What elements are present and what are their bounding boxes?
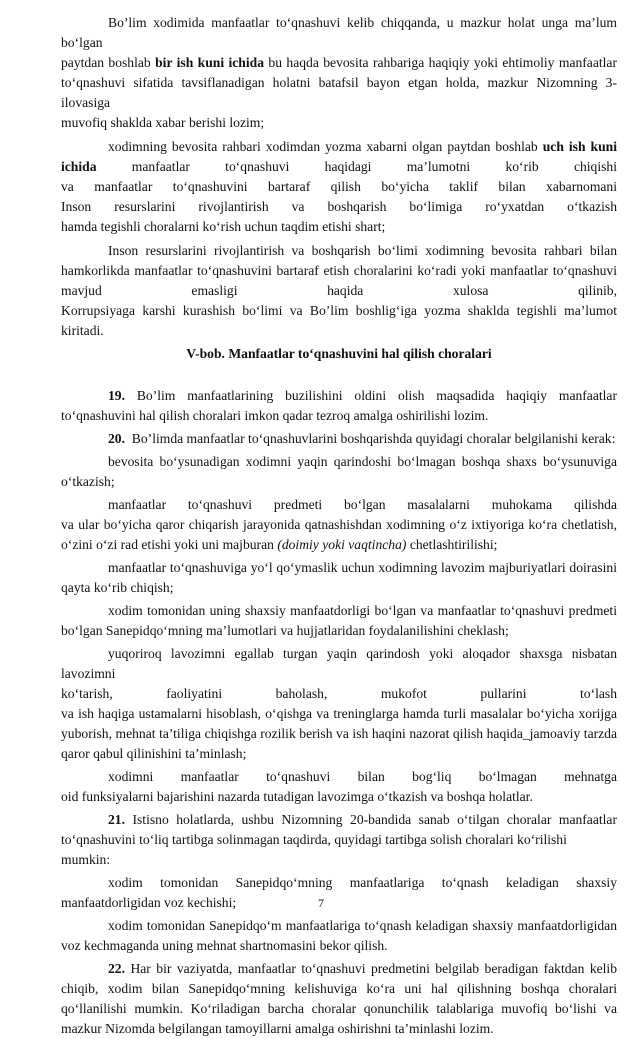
text-line: oid funksiyalarni bajarishini nazarda tutadigan lavozimga o‘tkazish va boshqa holatlar. xyxy=(61,789,533,804)
text-line: bo‘lgan Sanepidqo‘mning ma’lumotlari va hujjatlaridan foydalanilishini cheklash; xyxy=(61,623,509,638)
measure-terminate-contract xyxy=(61,916,617,956)
clause-number: 22. xyxy=(108,961,125,976)
text-line xyxy=(61,137,617,157)
text-run: manfaatlar to‘qnashuvi haqidagi ma’lumotni ko‘rib chiqishi xyxy=(96,159,617,174)
text-line: chiqib, xodim bilan Sanepidqo‘mning kelishuviga ko‘ra uni hal qilishning boshqa choralari xyxy=(61,981,617,996)
text-line xyxy=(61,53,617,73)
text-line: xodimni manfaatlar to‘qnashuvi bilan bog‘liq bo‘lmagan mehnatga xyxy=(108,769,617,784)
measure-transfer-position xyxy=(61,767,617,807)
emphasis-deadline: ichida xyxy=(61,159,97,174)
measure-reassign-subordinate xyxy=(61,452,617,492)
text-line: mazkur Nizomda belgilangan tamoyillarni amalga oshirishni ta’minlashi lozim. xyxy=(61,1021,494,1036)
text-line: ko‘tarish, faoliyatini baholash, mukofot pullarini to‘lash xyxy=(61,686,617,701)
text-line: muvofiq shaklda xabar berishi lozim; xyxy=(61,115,265,130)
text-run: bu haqda bevosita rahbariga haqiqiy yoki ehtimoliy manfaatlar xyxy=(264,55,617,70)
text-line: yuqoriroq lavozimni egallab turgan yaqin qarindosh yoki aloqador shaxsga nisbatan lavozimni xyxy=(61,646,617,681)
text-line: kiritadi. xyxy=(61,323,104,338)
text-line: Bo’lim xodimida manfaatlar to‘qnashuvi kelib chiqqanda, u mazkur holat unga ma’lum bo‘lgan xyxy=(61,15,617,50)
text-run: Bo’limda manfaatlar to‘qnashuvlarini boshqarishda quyidagi choralar belgilanishi kerak: xyxy=(125,431,616,446)
text-line: Inson resurslarini rivojlantirish va boshqarish bo‘limiga ro‘yxatdan o‘tkazish xyxy=(61,199,617,214)
document-page xyxy=(61,13,617,1039)
text-run: Bo’lim manfaatlarining buzilishini oldini olish maqsadida haqiqiy manfaatlar xyxy=(125,388,617,403)
clause-number: 21. xyxy=(108,812,125,827)
text-line: xodim tomonidan Sanepidqo‘m manfaatlariga to‘qnash keladigan shaxsiy manfaatdorligidan xyxy=(108,918,617,933)
text-line: qaror qabul qilinishini ta’minlash; xyxy=(61,746,247,761)
text-run: Istisno holatlarda, ushbu Nizomning 20-bandida sanab o‘tilgan choralar manfaatlar xyxy=(125,812,617,827)
emphasis-deadline: uch ish kuni xyxy=(542,139,618,154)
text-line: mavjud emasligi haqida xulosa qilinib, xyxy=(61,283,617,298)
text-line: va ular bo‘yicha qaror chiqarish jarayonida qatnashishdan xodimning o‘z ixtiyoriga ko‘ra chetlatish, xyxy=(61,517,617,532)
text-line: manfaatlar to‘qnashuviga yo‘l qo‘ymaslik uchun xodimning lavozim majburiyatlari doirasini xyxy=(108,560,617,575)
text-line: va manfaatlar to‘qnashuvini bartaraf qilish bo‘yicha taklif bilan xabarnomani xyxy=(61,179,617,194)
clause-20 xyxy=(61,429,617,449)
measure-recusal xyxy=(61,495,617,555)
text-line xyxy=(61,386,617,406)
text-line: xodim tomonidan Sanepidqo‘mning manfaatlariga to‘qnash keladigan shaxsiy xyxy=(108,875,617,890)
text-line: Inson resurslarini rivojlantirish va boshqarish bo‘limi xodimning bevosita rahbari bilan xyxy=(108,243,617,258)
text-line: o‘tkazish; xyxy=(61,474,115,489)
text-line xyxy=(61,535,617,555)
measure-restrict-access xyxy=(61,601,617,641)
text-line: qayta ko‘rib chiqish; xyxy=(61,580,174,595)
text-line xyxy=(61,429,617,449)
clause-19 xyxy=(61,386,617,426)
text-run: chetlashtirilishi; xyxy=(406,537,498,552)
text-line: voz kechmaganda uning mehnat shartnomasini bekor qilish. xyxy=(61,938,388,953)
text-line: to‘qnashuvini to‘liq tartibga solinmagan taqdirda, quyidagi tartibga solish choralari ko‘rilishi mumkin: xyxy=(61,832,567,867)
text-line: xodim tomonidan uning shaxsiy manfaatdorligi bo‘lgan va manfaatlar to‘qnashuvi predmeti xyxy=(108,603,617,618)
emphasis-italic: (doimiy yoki vaqtincha) xyxy=(277,537,407,552)
emphasis-deadline: bir ish kuni ichida xyxy=(155,55,265,70)
clause-number: 20. xyxy=(108,431,125,446)
text-line xyxy=(61,810,617,830)
clause-number: 19. xyxy=(108,388,125,403)
text-line xyxy=(61,157,617,177)
page-number: 7 xyxy=(318,896,324,910)
text-run: paytdan boshlab xyxy=(61,55,156,70)
text-line: hamda tegishli choralarni ko‘rish uchun taqdim etishi shart; xyxy=(61,219,386,234)
text-line: manfaatdorligidan voz kechishi; xyxy=(61,895,237,910)
text-run: Har bir vaziyatda, manfaatlar to‘qnashuvi predmetini belgilab beradigan faktdan kelib xyxy=(125,961,617,976)
paragraph-notify-supervisor xyxy=(61,13,617,133)
text-line xyxy=(61,959,617,979)
text-line: to‘qnashuvi sifatida tavsiflanadigan holatni batafsil bayon etgan holda, mazkur Nizomning 3-ilovasiga xyxy=(61,75,617,110)
text-line: va ish haqiga ustamalarni hisoblash, o‘qishga va treninglarga hamda turli masalalar bo‘yicha xorijga xyxy=(61,706,617,721)
text-run: xodimning bevosita rahbari xodimdan yozma xabarni olgan paytdan boshlab xyxy=(108,139,543,154)
text-line: Korrupsiyaga karshi kurashish bo‘limi va Bo’lim boshlig‘iga yozma shaklda tegishli ma’lumot xyxy=(61,303,617,318)
clause-22 xyxy=(61,959,617,1039)
text-line: bevosita bo‘ysunadigan xodimni yaqin qarindoshi bo‘lmagan boshqa shaxs bo‘ysunuviga xyxy=(108,454,617,469)
text-run: o‘zini o‘zi rad etishi yoki uni majburan xyxy=(61,537,278,552)
paragraph-hr-department xyxy=(61,241,617,341)
chapter-heading: V-bob. Manfaatlar to‘qnashuvini hal qilish choralari xyxy=(186,346,492,361)
paragraph-supervisor-review xyxy=(61,137,617,237)
text-line: hamkorlikda manfaatlar to‘qnashuvini bartaraf etish choralarini ko‘radi yoki manfaatlar to‘qnashuvi xyxy=(61,263,617,278)
text-line: manfaatlar to‘qnashuvi predmeti bo‘lgan masalalarni muhokama qilishda xyxy=(108,497,617,512)
text-line: qo‘llanilishi mumkin. Ko‘riladigan barcha choralar qonunchilik talablariga muvofiq bo‘lishi va xyxy=(61,1001,617,1016)
measure-review-duties xyxy=(61,558,617,598)
text-line: yuborish, mehnat ta’tiliga chiqishga rozilik berish va ish haqini nazorat qilish haqida_jamoaviy tarzda xyxy=(61,726,617,741)
measure-collective-decision xyxy=(61,644,617,764)
clause-21 xyxy=(61,810,617,870)
text-line: to‘qnashuvini hal qilish choralari imkon qadar tezroq amalga oshirilishi lozim. xyxy=(61,408,489,423)
